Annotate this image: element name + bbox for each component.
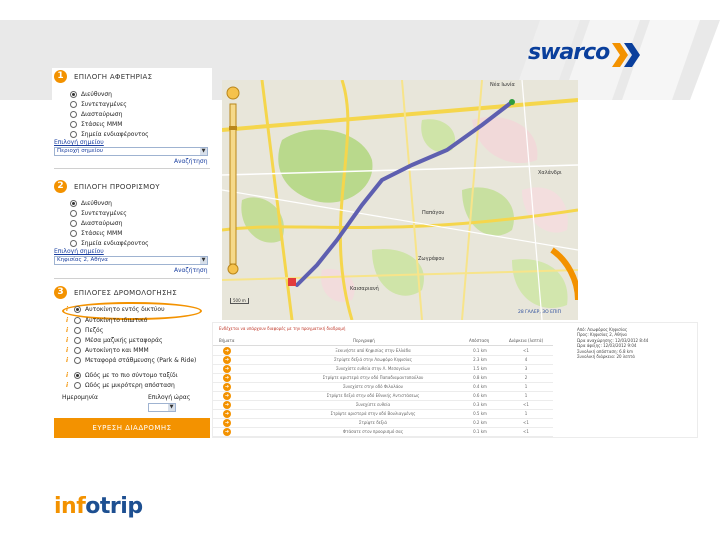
swarco-logo — [528, 38, 648, 68]
destination-option-transit-stop[interactable]: Στάσεις ΜΜΜ — [70, 229, 122, 238]
chevron-down-icon: ▼ — [201, 148, 206, 154]
direction-duration: 1 — [524, 384, 528, 389]
info-icon: i — [66, 382, 69, 389]
mode-option-park-ride[interactable]: i Μεταφορά στάθμευσης (Park & Ride) — [66, 357, 197, 364]
direction-distance: 0.2 km — [473, 420, 487, 425]
col-distance: Απόσταση — [469, 338, 490, 343]
criterion-shortest[interactable]: i Ωδός με μικρότερη απόσταση — [66, 382, 175, 389]
direction-distance: 0.8 km — [473, 375, 487, 380]
end-marker[interactable] — [288, 278, 296, 286]
info-icon: i — [66, 372, 69, 379]
map-label-chalandri: Χαλάνδρι — [538, 170, 562, 176]
directions-panel — [212, 322, 698, 438]
radio-icon — [70, 230, 77, 237]
destination-option-poi[interactable]: Σημεία ενδιαφέροντος — [70, 239, 149, 248]
chevron-mark-icon — [610, 41, 644, 69]
info-icon: i — [66, 357, 69, 364]
map-canvas — [222, 80, 578, 320]
direction-distance: 0.6 km — [473, 393, 487, 398]
direction-duration: 1 — [524, 411, 528, 416]
direction-text: Στρίψτε δεξιά — [358, 420, 388, 425]
destination-area-select[interactable]: Κηφισίας 2, Αθήνα ▼ — [54, 256, 208, 265]
chevron-down-icon: ▼ — [201, 257, 206, 263]
direction-distance: 1.5 km — [473, 366, 487, 371]
turn-arrow-icon: ➜ — [224, 402, 230, 408]
mode-option-car-transit[interactable]: i Αυτοκίνητο και ΜΜΜ — [66, 347, 149, 354]
origin-option-address[interactable]: Διεύθυνση — [70, 90, 112, 99]
map-label-nea-ionia: Νέα Ιωνία — [490, 82, 515, 88]
trip-summary — [577, 327, 693, 359]
time-label: Επιλογή ώρας — [148, 394, 191, 401]
radio-icon — [74, 337, 81, 344]
direction-duration: 4 — [524, 357, 528, 362]
radio-icon — [70, 220, 77, 227]
logo-info-text: inf — [54, 494, 86, 519]
direction-distance: 0.5 km — [473, 411, 487, 416]
map-label-zografou: Ζωγράφου — [418, 256, 445, 262]
destination-option-intersection[interactable]: Διασταύρωση — [70, 219, 122, 228]
origin-option-intersection[interactable]: Διασταύρωση — [70, 110, 122, 119]
radio-icon — [70, 91, 77, 98]
divider — [54, 278, 210, 279]
step-3-badge: 3 — [54, 286, 67, 299]
info-icon: i — [66, 337, 69, 344]
direction-duration: 1 — [524, 393, 528, 398]
step-2-title: ΕΠΙΛΟΓΗ ΠΡΟΟΡΙΣΜΟΥ — [74, 183, 160, 191]
direction-duration: <1 — [523, 348, 529, 353]
chevron-down-icon: ▼ — [169, 404, 174, 410]
origin-area-select[interactable]: Περιοχή σημείου ▼ — [54, 147, 208, 156]
origin-pick-point-link[interactable]: Επιλογή σημείου — [54, 139, 104, 146]
direction-distance: 0.1 km — [473, 429, 487, 434]
turn-arrow-icon: ➜ — [224, 384, 230, 390]
radio-icon — [74, 357, 81, 364]
direction-row[interactable] — [213, 427, 553, 437]
destination-search-link[interactable]: Αναζήτηση — [174, 267, 208, 274]
logo-trip-text: trip — [99, 494, 143, 519]
origin-option-coordinates[interactable]: Συντεταγμένες — [70, 100, 127, 109]
turn-arrow-icon: ➜ — [224, 348, 230, 354]
info-icon: i — [66, 327, 69, 334]
summary-distance: Συνολική απόσταση: 6.8 km — [577, 348, 634, 354]
start-marker[interactable] — [509, 99, 515, 105]
col-steps: Βήματα — [219, 338, 235, 343]
criterion-fastest[interactable]: i Ωδός με το πιο σύντομο ταξίδι — [66, 372, 178, 379]
direction-duration: <1 — [523, 420, 529, 425]
map-label-kaisariani: Καισαριανή — [350, 286, 379, 292]
summary-arrive: Ώρα άφιξης: 12/03/2012 9:04 — [577, 343, 637, 349]
origin-search-link[interactable]: Αναζήτηση — [174, 158, 208, 165]
swarco-wordmark: swarco — [528, 40, 610, 65]
summary-from: Από: Λεωφόρος Κηφισίας — [577, 327, 628, 332]
summary-to: Προς: Κηφισίας 2, Αθήνα — [577, 332, 627, 338]
radio-icon — [74, 306, 81, 313]
col-description: Περιγραφή — [353, 338, 375, 343]
direction-duration: <1 — [523, 429, 529, 434]
step-1-title: ΕΠΙΛΟΓΗ ΑΦΕΤΗΡΙΑΣ — [74, 73, 153, 81]
turn-arrow-icon: ➜ — [224, 411, 230, 417]
radio-icon — [70, 131, 77, 138]
turn-arrow-icon: ➜ — [224, 366, 230, 372]
map-label-papagou: Παπάγου — [422, 210, 445, 216]
date-label: Ημερομηνία — [62, 394, 99, 401]
summary-depart: Ώρα αναχώρησης: 12/03/2012 8:44 — [577, 337, 649, 343]
direction-duration: <1 — [523, 402, 529, 407]
radio-icon — [74, 372, 81, 379]
map-copyright: 28 ΓΑΛΕΡ, 3Ο ΕΠΙΠ — [518, 310, 562, 315]
map-scale-bar: 500 m — [230, 298, 249, 304]
direction-text: Στρίψτε δεξιά στην Λεωφόρο Κηφισίας — [333, 357, 412, 362]
directions-header — [213, 335, 553, 346]
radio-icon — [70, 111, 77, 118]
route-map[interactable] — [222, 80, 578, 320]
destination-pick-point-link[interactable]: Επιλογή σημείου — [54, 248, 104, 255]
infotrip-logo — [54, 494, 154, 524]
direction-text: Στρίψτε δεξιά στην οδό Εθνικής Αντιστάσεως — [326, 393, 420, 398]
mode-option-transit[interactable]: i Μέσα μαζικής μεταφοράς — [66, 337, 163, 344]
find-route-button[interactable]: ΕΥΡΕΣΗ ΔΙΑΔΡΟΜΗΣ — [54, 418, 210, 438]
mode-option-car-private[interactable]: i Αυτοκίνητο ιδιωτικό — [66, 317, 148, 324]
mode-option-car-network[interactable]: i Αυτοκίνητο εντός δικτύου — [66, 306, 165, 313]
radio-icon — [74, 382, 81, 389]
radio-icon — [70, 200, 77, 207]
route-form-panel — [52, 68, 212, 440]
direction-text: Συνεχίστε στην οδό Φιλολάου — [343, 384, 403, 389]
origin-option-poi[interactable]: Σημεία ενδιαφέροντος — [70, 130, 149, 139]
radio-icon — [74, 327, 81, 334]
turn-arrow-icon: ➜ — [224, 429, 230, 435]
direction-duration: 2 — [524, 375, 528, 380]
direction-text: Ξεκινήστε από Κηφισίας στην Ελλάδα — [335, 348, 411, 353]
origin-option-transit-stop[interactable]: Στάσεις ΜΜΜ — [70, 120, 122, 129]
direction-duration: 3 — [524, 366, 528, 371]
destination-option-address[interactable]: Διεύθυνση — [70, 199, 112, 208]
summary-duration: Συνολική διάρκεια: 20 λεπτά — [577, 354, 635, 360]
turn-arrow-icon: ➜ — [224, 357, 230, 363]
direction-text: Στρίψτε αριστερά στην οδό Βουλιαγμένης — [330, 411, 416, 416]
step-1-badge: 1 — [54, 70, 67, 83]
direction-distance: 0.4 km — [473, 384, 487, 389]
destination-option-coordinates[interactable]: Συντεταγμένες — [70, 209, 127, 218]
direction-text: Φτάσατε στον προορισμό σας — [342, 429, 404, 434]
turn-arrow-icon: ➜ — [224, 420, 230, 426]
step-3-title: ΕΠΙΛΟΓΕΣ ΔΡΟΜΟΛΟΓΗΣΗΣ — [74, 289, 177, 297]
info-icon: i — [66, 306, 69, 313]
step-2-badge: 2 — [54, 180, 67, 193]
radio-icon — [70, 101, 77, 108]
turn-arrow-icon: ➜ — [224, 375, 230, 381]
col-duration: Διάρκεια (λεπτά) — [509, 338, 544, 343]
direction-text: Συνεχίστε ευθεία — [355, 402, 391, 407]
directions-warning: Ενδέχεται να υπάρχουν διαφορές με την πραγματική διαδρομή — [219, 326, 346, 331]
divider — [54, 168, 210, 169]
direction-text: Στρίψτε αριστερά στην οδό Παπαδιαμαντοπούλου — [322, 375, 424, 380]
logo-o-text: o — [85, 494, 100, 519]
mode-option-walk[interactable]: i Πεζός — [66, 327, 104, 334]
radio-icon — [74, 347, 81, 354]
radio-icon — [70, 210, 77, 217]
info-icon: i — [66, 317, 69, 324]
direction-distance: 2.3 km — [473, 357, 487, 362]
radio-icon — [70, 240, 77, 247]
radio-icon — [70, 121, 77, 128]
direction-distance: 0.1 km — [473, 348, 487, 353]
direction-text: Συνεχίστε ευθεία στην Λ. Μεσογείων — [336, 366, 410, 371]
radio-icon — [74, 317, 81, 324]
turn-arrow-icon: ➜ — [224, 393, 230, 399]
direction-distance: 0.3 km — [473, 402, 487, 407]
time-select[interactable] — [148, 403, 176, 412]
zoom-control[interactable] — [226, 86, 240, 276]
info-icon: i — [66, 347, 69, 354]
